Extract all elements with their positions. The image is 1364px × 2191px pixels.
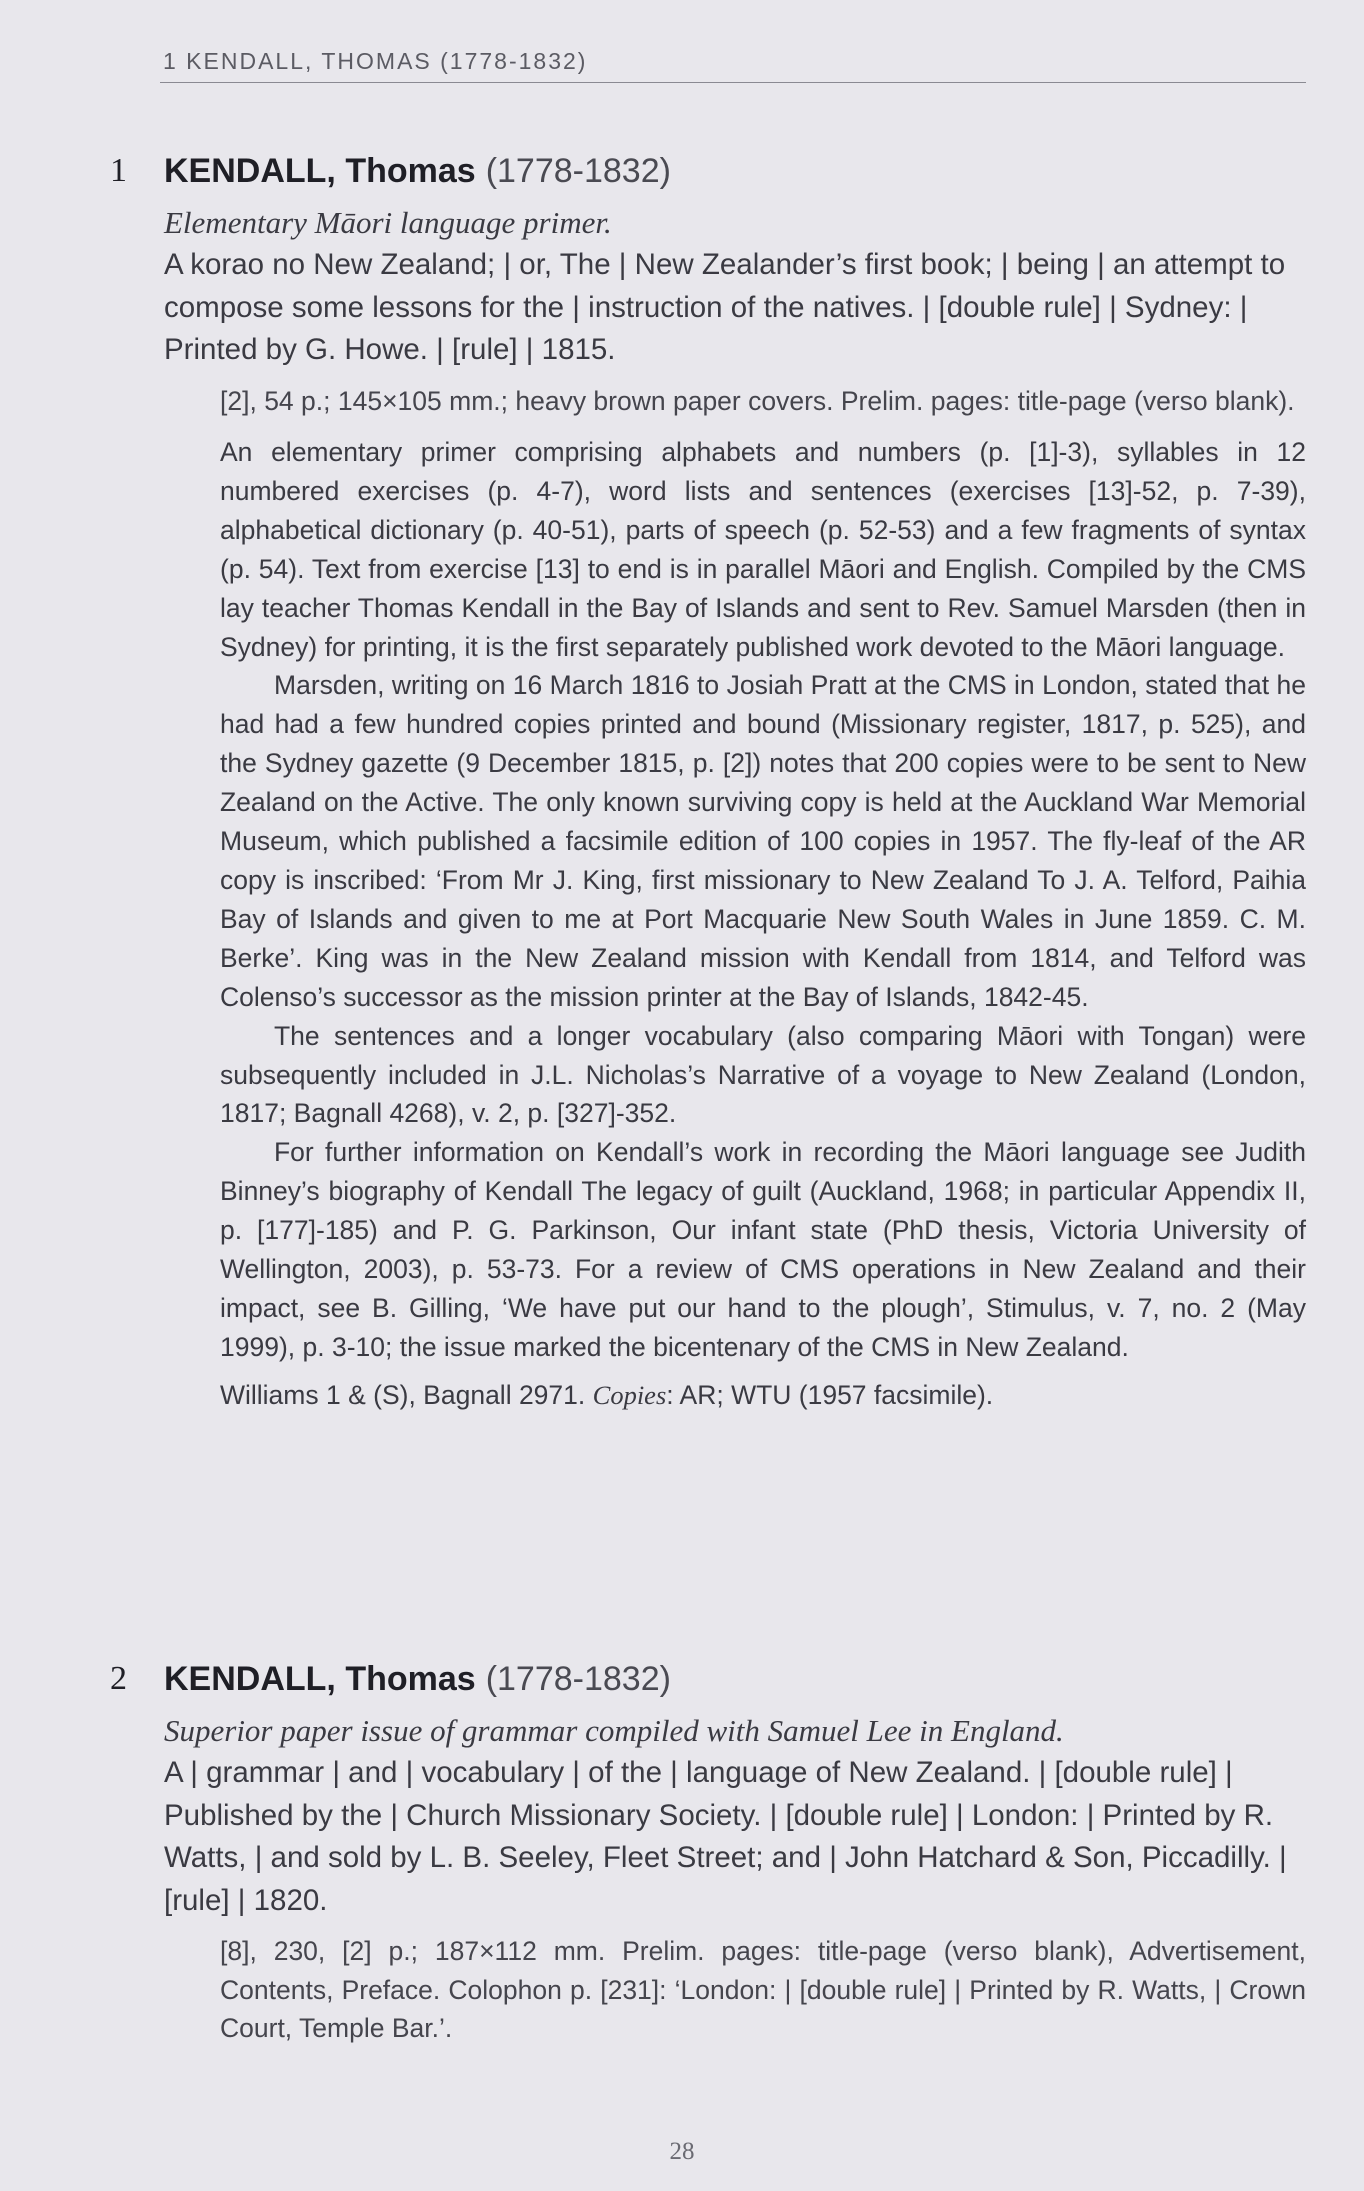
collation: [8], 230, [2] p.; 187×112 mm. Prelim. pages: title-page (verso blank), Advertisement, Contents, Preface. Colophon p. [231]: ‘London: | [double rule] | Printed by R. Watts, | Crown Court, Temple Bar.’. (220, 1936, 1306, 2043)
description-paragraph: An elementary primer comprising alphabets and numbers (p. [1]-3), syllables in 12 numbered exercises (p. 4-7), word lists and sentences (exercises [13]-52, p. 7-39), alphabetical dictionary (p. 40-51), parts of speech (p. 52-53) and a few fragments of syntax (p. 54). Text from exercise [13] to end is in parallel Māori and English. Compiled by the CMS lay teacher Thomas Kendall in the Bay of Islands and sent to Rev. Samuel Marsden (then in Sydney) for printing, it is the first separately published work devoted to the Māori language. (220, 437, 1306, 662)
copies-locations: : AR; WTU (1957 facsimile). (666, 1379, 994, 1410)
reference-list: Williams 1 & (S), Bagnall 2971. (220, 1379, 586, 1410)
entry-2 (100, 1658, 1306, 2048)
entry-author (164, 1660, 671, 1699)
references (220, 1376, 1306, 1414)
title-transcription: A | grammar | and | vocabulary | of the | language of New Zealand. | [double rule] | Published by the | Church Missionary Society. | [double rule] | London: | Printed by R. Watts, | and sold by L. B. Seeley, Fleet Street; and | John Hatchard & Son, Piccadilly. | [rule] | 1820. (164, 1756, 1287, 1917)
description-paragraph: For further information on Kendall’s work in recording the Māori language see Judith Binney’s biography of Kendall The legacy of guilt (Auckland, 1968; in particular Appendix II, p. [177]-185) and P. G. Parkinson, Our infant state (PhD thesis, Victoria University of Wellington, 2003), p. 53-73. For a review of CMS operations in New Zealand and their impact, see B. Gilling, ‘We have put our hand to the plough’, Stimulus, v. 7, no. 2 (May 1999), p. 3-10; the issue marked the bicentenary of the CMS in New Zealand. (220, 1137, 1306, 1362)
author-dates: (1778-1832) (485, 1660, 671, 1698)
author-name: KENDALL, Thomas (164, 1660, 476, 1698)
entry-note: Elementary Māori language primer. (164, 205, 612, 240)
title-transcription: A korao no New Zealand; | or, The | New Zealander’s first book; | being | an attempt to compose some lessons for the | instruction of the natives. | [double rule] | Sydney: | Printed by G. Howe. | [rule] | 1815. (164, 248, 1286, 366)
author-name: KENDALL, Thomas (164, 152, 476, 190)
entry-note: Superior paper issue of grammar compiled with Samuel Lee in England. (164, 1713, 1064, 1748)
page-number: 28 (669, 2138, 695, 2165)
entry-heading (100, 1658, 1306, 1706)
description-paragraph: The sentences and a longer vocabulary (also comparing Māori with Tongan) were subsequently included in J.L. Nicholas’s Narrative of a voyage to New Zealand (London, 1817; Bagnall 4268), v. 2, p. [327]-352. (220, 1020, 1306, 1129)
entry-number: 2 (110, 1660, 127, 1697)
copies-label: Copies (592, 1379, 667, 1410)
collation: [2], 54 p.; 145×105 mm.; heavy brown paper covers. Prelim. pages: title-page (verso blank). (220, 385, 1295, 416)
running-head: 1 KENDALL, THOMAS (1778-1832) (163, 48, 588, 74)
entry-number: 1 (110, 152, 127, 189)
entry-author (164, 152, 671, 191)
author-dates: (1778-1832) (485, 152, 671, 190)
entry-1 (100, 150, 1306, 1414)
header-rule (160, 82, 1306, 83)
entry-heading (100, 150, 1306, 198)
description-paragraph: Marsden, writing on 16 March 1816 to Josiah Pratt at the CMS in London, stated that he had had a few hundred copies printed and bound (Missionary register, 1817, p. 525), and the Sydney gazette (9 December 1815, p. [2]) notes that 200 copies were to be sent to New Zealand on the Active. The only known surviving copy is held at the Auckland War Memorial Museum, which published a facsimile edition of 100 copies in 1957. The fly-leaf of the AR copy is inscribed: ‘From Mr J. King, first missionary to New Zealand To J. A. Telford, Paihia Bay of Islands and given to me at Port Macquarie New South Wales in June 1859. C. M. Berke’. King was in the New Zealand mission with Kendall from 1814, and Telford was Colenso’s successor as the mission printer at the Bay of Islands, 1842-45. (220, 670, 1306, 1012)
